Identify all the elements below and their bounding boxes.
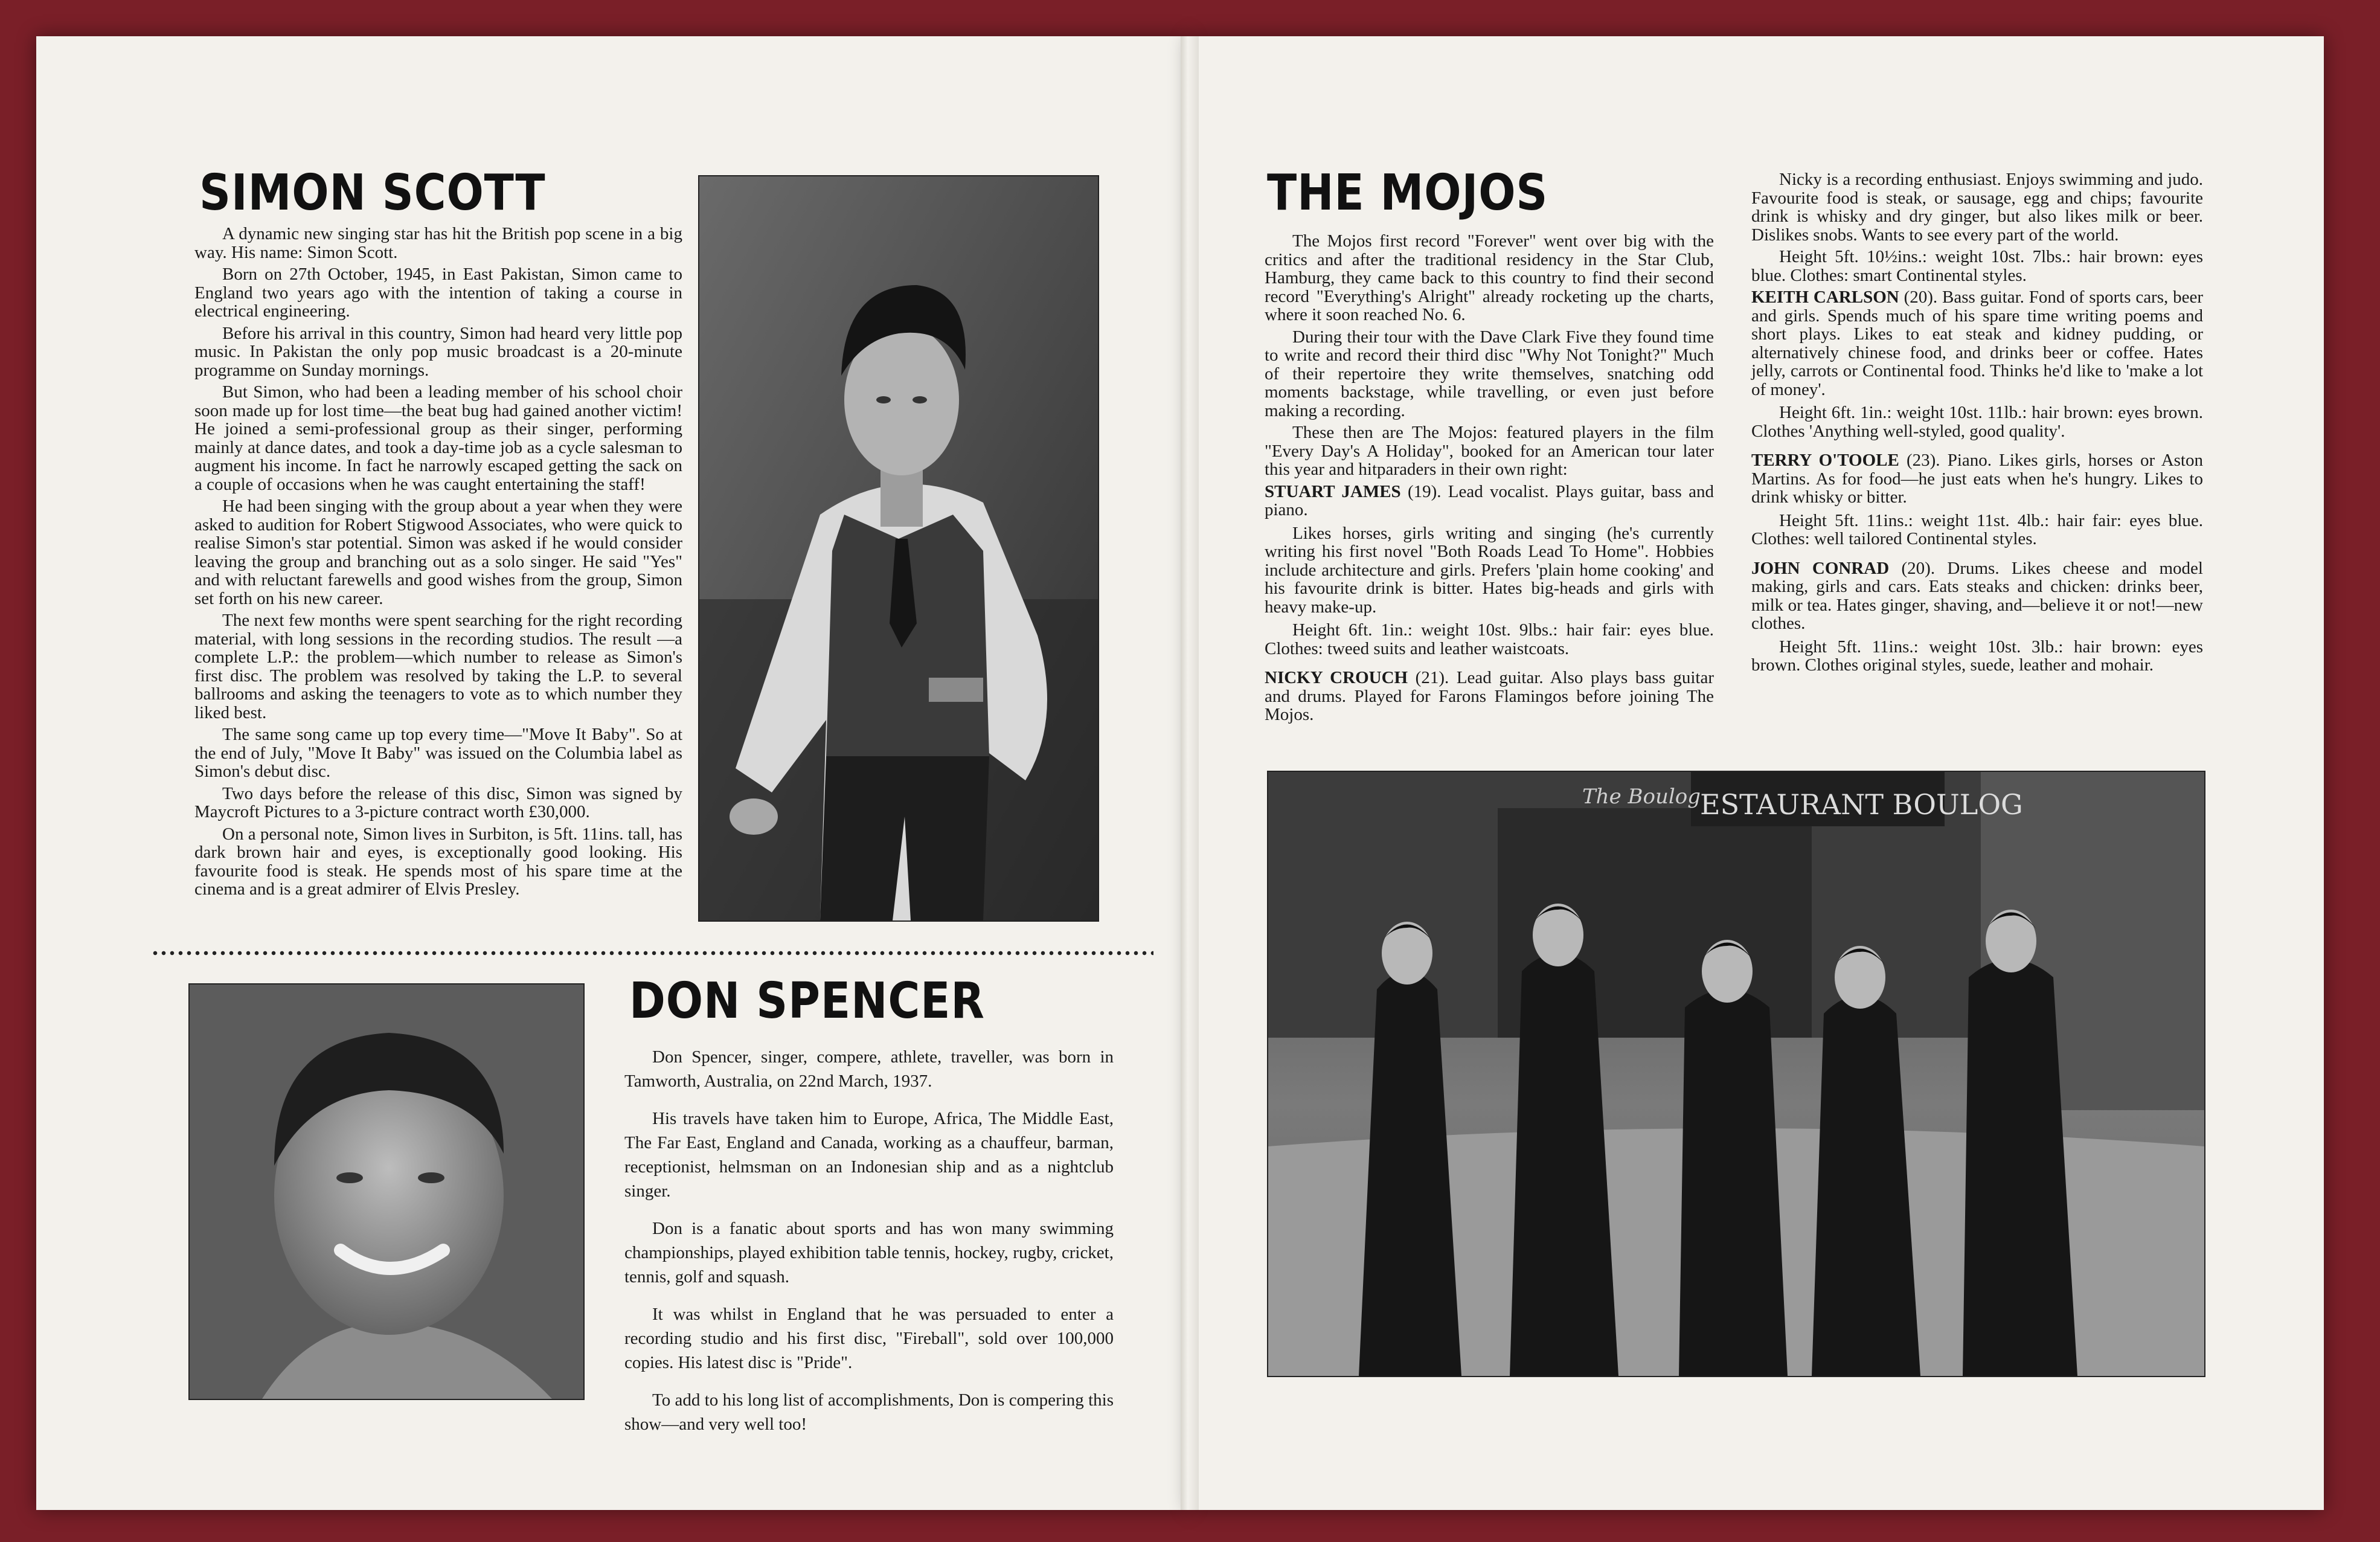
member-stuart-james bbox=[1265, 483, 1714, 658]
simon-paragraph: Born on 27th October, 1945, in East Pakistan, Simon came to England two years ago with the intention of taking a course in electrical engineering. bbox=[194, 265, 682, 321]
don-paragraph: To add to his long list of accomplishments, Don is compering this show—and very well too! bbox=[624, 1390, 1114, 1434]
restaurant-sign-text: ESTAURANT BOULOG bbox=[1700, 788, 2023, 821]
member-name: TERRY O'TOOLE bbox=[1751, 451, 1899, 470]
don-paragraph: Don is a fanatic about sports and has won many swimming championships, played exhibition table tennis, hockey, rugby, cricket, tennis, golf and squash. bbox=[624, 1219, 1114, 1287]
member-john-conrad bbox=[1751, 559, 2203, 675]
don-paragraph: His travels have taken him to Europe, Africa, The Middle East, The Far East, England and Canada, working as a chauffeur, barman, receptionist, helmsman on an Indonesian ship and as a nightclub singer. bbox=[624, 1109, 1114, 1201]
member-detail: Height 6ft. 1in.: weight 10st. 9lbs.: hair fair: eyes blue. Clothes: tweed suits and leather waistcoats. bbox=[1265, 620, 1714, 658]
member-detail: Nicky is a recording enthusiast. Enjoys swimming and judo. Favourite food is steak, or sausage, egg and chips; favourite drink is whisky and dry ginger, but also likes milk or beer. Dislikes snobs. Wants to see every part of the world. bbox=[1751, 170, 2203, 245]
simon-scott-heading: SIMON SCOTT bbox=[199, 164, 546, 222]
simon-paragraph: The same song came up top every time—"Move It Baby". So at the end of July, "Move It Baby" was issued on the Columbia label as Simon's debut disc. bbox=[194, 725, 682, 781]
simon-paragraph: Two days before the release of this disc, Simon was signed by Maycroft Pictures to a 3-picture contract worth £30,000. bbox=[194, 783, 682, 821]
don-spencer-heading: DON SPENCER bbox=[629, 972, 985, 1030]
simon-scott-portrait-image bbox=[699, 176, 1098, 920]
mojos-intro-paragraph: The Mojos first record "Forever" went over big with the critics and after the traditional residency in the Star Club, Hamburg, they came back to this country to find their second record "Everything's Alright" already rocketing up the charts, where it soon reached No. 6. bbox=[1265, 231, 1714, 324]
don-paragraph: It was whilst in England that he was persuaded to enter a recording studio and his first disc, "Fireball", sold over 100,000 copies. His latest disc is "Pride". bbox=[624, 1305, 1114, 1372]
member-name: STUART JAMES bbox=[1265, 481, 1401, 501]
simon-scott-photo bbox=[698, 175, 1099, 922]
member-detail: Height 6ft. 1in.: weight 10st. 11lb.: hair brown: eyes brown. Clothes 'Anything well-styled, good quality'. bbox=[1751, 403, 2203, 441]
member-terry-otoole bbox=[1751, 451, 2203, 548]
simon-paragraph: On a personal note, Simon lives in Surbiton, is 5ft. 11ins. tall, has dark brown hair and eyes, is exceptionally good looking. His favourite food is steak. He spends most of his spare time at the cinema and is a great admirer of Elvis Presley. bbox=[194, 824, 682, 899]
section-divider bbox=[151, 951, 1153, 956]
simon-paragraph: The next few months were spent searching for the right recording material, with long sessions in the recording studios. The result —a complete L.P.: the problem—which number to release as Simon's first disc. The problem was resolved by taking the L.P. to several ballrooms and asking the teenagers to vote as to which number they liked best. bbox=[194, 611, 682, 722]
mojos-intro-paragraph: These then are The Mojos: featured players in the film "Every Day's A Holiday", booked for an American tour later this year and hitparaders in their own right: bbox=[1265, 423, 1714, 479]
mojos-members-column bbox=[1751, 170, 2203, 686]
member-name: NICKY CROUCH bbox=[1265, 668, 1408, 687]
member-description: (20). Drums. Likes cheese and model making, girls and cars. Eats steaks and chicken: drinks beer, milk or tea. Hates ginger, shaving, and—believe it or not!—new clothes. bbox=[1751, 558, 2203, 633]
member-description: (23). Piano. Likes girls, horses or Aston Martins. As for food—he just eats when he's hungry. Likes to drink whisky or bitter. bbox=[1751, 451, 2203, 507]
don-spencer-photo bbox=[188, 983, 585, 1400]
member-description: (20). Bass guitar. Fond of sports cars, beer and girls. Spends much of his spare time writing poems and short plays. Likes to eat steak and kidney pudding, or alternatively chinese food, and drinks beer or coffee. Hates jelly, carrots or Continental food. Thinks he'd like to 'make a lot of money'. bbox=[1751, 288, 2203, 399]
don-paragraph: Don Spencer, singer, compere, athlete, traveller, was born in Tamworth, Australia, on 22nd March, 1937. bbox=[624, 1047, 1114, 1091]
member-detail: Height 5ft. 10½ins.: weight 10st. 7lbs.: hair brown: eyes blue. Clothes: smart Continental styles. bbox=[1751, 247, 2203, 285]
member-description: (21). Lead guitar. Also plays bass guitar and drums. Played for Farons Flamingos before joining The Mojos. bbox=[1265, 668, 1714, 724]
shop-sign-text: The Boulog bbox=[1582, 785, 1701, 809]
member-detail: Height 5ft. 11ins.: weight 11st. 4lb.: hair fair: eyes blue. Clothes: well tailored Continental styles. bbox=[1751, 510, 2203, 548]
simon-paragraph: A dynamic new singing star has hit the British pop scene in a big way. His name: Simon Scott. bbox=[194, 224, 682, 262]
member-name: JOHN CONRAD bbox=[1751, 558, 1890, 578]
the-mojos-street-image bbox=[1268, 772, 2204, 1376]
simon-paragraph: Before his arrival in this country, Simon had heard very little pop music. In Pakistan the only pop music broadcast is a 20-minute programme on Sunday mornings. bbox=[194, 323, 682, 380]
simon-paragraph: But Simon, who had been a leading member of his school choir soon made up for lost time—the beat bug had gained another victim! He joined a semi-professional group as their singer, performing mainly at dance dates, and took a day-time job as a cycle salesman to augment his income. In fact he narrowly escaped getting the sack on a couple of occasions when he was caught entertaining the staff! bbox=[194, 382, 682, 494]
page-spine bbox=[1181, 36, 1199, 1510]
mojos-intro-column bbox=[1265, 232, 1714, 735]
the-mojos-group-photo bbox=[1267, 771, 2205, 1377]
don-spencer-portrait-image bbox=[190, 985, 583, 1399]
member-description: (19). Lead vocalist. Plays guitar, bass and piano. bbox=[1265, 481, 1714, 519]
simon-scott-bio bbox=[194, 225, 682, 902]
member-nicky-crouch bbox=[1265, 669, 1714, 724]
member-name: KEITH CARLSON bbox=[1751, 288, 1899, 307]
member-keith-carlson bbox=[1751, 288, 2203, 440]
simon-paragraph: He had been singing with the group about a year when they were asked to audition for Robert Stigwood Associates, who were quick to realise Simon's star potential. Simon was asked if he would consider leaving the group and branching out as a solo singer. He said "Yes" and with reluctant farewells and good wishes from the group, Simon set forth on his new career. bbox=[194, 496, 682, 608]
mojos-intro-paragraph: During their tour with the Dave Clark Five they found time to write and record their third disc "Why Not Tonight?" Much of their repertoire they write themselves, snatching odd moments backstage, while travelling, or even just before making a recording. bbox=[1265, 327, 1714, 420]
don-spencer-bio bbox=[624, 1045, 1114, 1450]
member-detail: Height 5ft. 11ins.: weight 10st. 3lb.: hair brown: eyes brown. Clothes original styles, suede, leather and mohair. bbox=[1751, 637, 2203, 675]
member-detail: Likes horses, girls writing and singing (he's currently writing his first novel "Both Roads Lead To Home". Hobbies include architecture and girls. Prefers 'plain home cooking' and his favourite drink is bitter. Hates big-heads and girls with heavy make-up. bbox=[1265, 523, 1714, 617]
the-mojos-heading: THE MOJOS bbox=[1267, 164, 1548, 222]
